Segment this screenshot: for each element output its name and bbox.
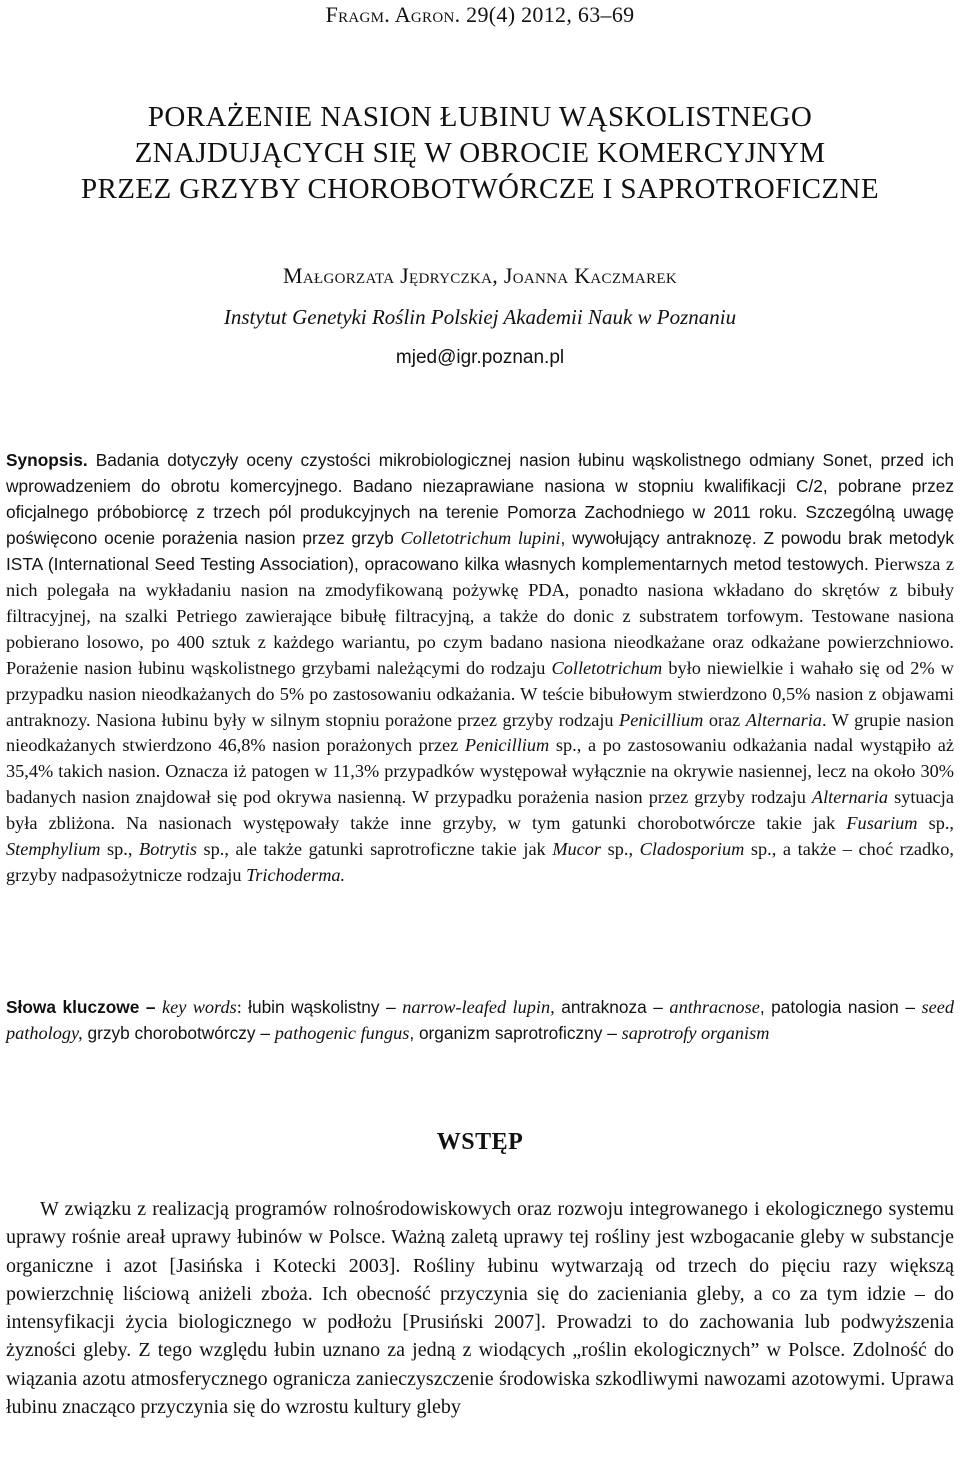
keywords-colon: : xyxy=(236,997,249,1017)
synopsis-label: Synopsis. xyxy=(6,450,88,470)
synopsis-text: sp., xyxy=(100,839,140,860)
keyword-en: saprotrofy organism xyxy=(621,1023,770,1043)
synopsis-text: było niewielkie i wahało się od 2% w przypadku nasion nieodkażanych do 5% po zastosowaniu odkażania. W teście bibułowym stwierdzono 0,5% nasion z objawami antraknozy. Nasiona łubinu były w silnym stopniu porażone przez grzyby rodzaju xyxy=(6,657,954,730)
genus-name: Colletotrichum xyxy=(551,657,663,678)
title-line: ZNAJDUJĄCYCH SIĘ W OBROCIE KOMERCYJNYM xyxy=(134,137,826,169)
genus-name: Stemphylium xyxy=(6,839,101,860)
introduction-body xyxy=(6,1195,954,1421)
keyword-en: pathogenic fungus xyxy=(274,1023,410,1043)
keyword-pl: , patologia nasion – xyxy=(759,997,922,1017)
genus-name: Alternaria xyxy=(745,709,822,730)
species-name: Colletotrichum lupini xyxy=(400,527,561,548)
synopsis-text: Porażenie nasion łubinu wąskolistnego grzybami należącymi do rodzaju xyxy=(6,657,552,678)
keyword-en: anthracnose xyxy=(669,997,760,1017)
synopsis-text: sp., xyxy=(917,813,954,834)
journal-citation: Fragm. Agron. 29(4) 2012, 63–69 xyxy=(325,2,635,27)
genus-name: Mucor xyxy=(552,839,602,860)
keyword-pl: antraknoza – xyxy=(554,997,670,1017)
authors: Małgorzata Jędryczka, Joanna Kaczmarek xyxy=(283,263,677,288)
genus-name: Penicillium xyxy=(619,709,704,730)
synopsis-text: . W grupie nasion nieodkażanych stwierdzono 46,8% nasion porażonych przez xyxy=(6,709,954,756)
synopsis-text: sp., a po zastosowaniu odkażania nadal wystąpiło aż 35,4% takich nasion. Oznacza iż patogen w 11,3% przypadków występował wyłącznie na okrywie nasiennej, lecz na około 30% badanych nasion znajdował się pod okrywa nasienną. W przypadku porażenia nasion przez grzyby rodzaju xyxy=(6,735,954,808)
synopsis-text: sytuacja była zbliżona. Na nasionach występowały także inne grzyby, w tym gatunki chorobotwórcze takie jak xyxy=(6,787,954,834)
section-heading-text: WSTĘP xyxy=(436,1129,524,1155)
keywords-label: Słowa kluczowe – xyxy=(6,997,163,1017)
genus-name: Penicillium xyxy=(464,735,550,756)
genus-name: Botrytis xyxy=(139,839,197,860)
article-title xyxy=(0,99,960,207)
section-heading xyxy=(0,1129,960,1156)
keyword-pl: , organizm saprotroficzny – xyxy=(409,1023,622,1043)
affiliation: Instytut Genetyki Roślin Polskiej Akademii Nauk w Poznaniu xyxy=(223,305,737,329)
synopsis-text: Badania dotyczyły oceny czystości mikrobiologicznej nasion łubinu wąskolistnego odmiany Sonet, przed ich wprowadzeniem do obrotu komercyjnego. Badano niezaprawiane nasiona w stopniu kwalifikacji C/2, pobrane przez oficjalnego próbobiorcę z trzech pól produkcyjnych na terenie Pomorza Zachodniego w 2011 roku. Szczególną uwagę poświęcono ocenie porażenia nasion przez grzyb xyxy=(6,450,954,548)
genus-name: Fusarium xyxy=(846,813,918,834)
genus-name: Alternaria xyxy=(811,787,889,808)
synopsis-text: oraz xyxy=(703,709,746,730)
synopsis-paragraph xyxy=(6,448,954,889)
synopsis-text: Pierwsza z nich polegała na wykładaniu nasion na zmodyfikowaną pożywkę PDA, ponadto nasiona wkładano do skrętów z bibuły filtracyjnej, na szalki Petriego zawierające bibułę filtracyjną, a także do donic z substratem torfowym. Testowane nasiona pobierano losowo, po 400 sztuk z każdego wariantu, po czym badano nasiona nieodkażane oraz odkażane powierzchniowo. xyxy=(6,553,955,652)
title-line: PORAŻENIE NASION ŁUBINU WĄSKOLISTNEGO xyxy=(147,101,813,133)
genus-name: Cladosporium xyxy=(639,839,745,860)
email-link[interactable]: mjed@igr.poznan.pl xyxy=(395,347,565,368)
intro-paragraph: W związku z realizacją programów rolnośrodowiskowych oraz rozwoju integrowanego i ekologicznego systemu uprawy rośnie areał uprawy łubinów w Polsce. Ważną zaletą uprawy tej rośliny jest wzbogacanie gleby w substancje organiczne i azot [Jasińska i Kotecki 2003]. Rośliny łubinu wytwarzają od trzech do pięciu razy większą powierzchnię liściową aniżeli zboża. Ich obecność przyczynia się do zacieniania gleby, a co za tym idzie – do intensyfikacji życia biologicznego w podłożu [Prusiński 2007]. Prowadzi to do zachowania lub podwyższenia żyzności gleby. Z tego względu łubin uznano za jedną z wiodących „roślin ekologicznych” w Polsce. Zdolność do wiązania azotu atmosferycznego ogranicza zanieczyszczenie środowiska szkodliwymi nawozami azotowymi. Uprawa łubinu znacząco przyczynia się do wzrostu kultury gleby xyxy=(6,1198,954,1419)
synopsis-text: , wywołujący antraknozę. Z powodu brak metodyk ISTA (International Seed Testing Association), opracowano kilka własnych komplementarnych metod testowych. xyxy=(6,527,955,574)
keywords-paragraph xyxy=(6,994,954,1046)
keyword-pl: łubin wąskolistny – xyxy=(248,997,403,1017)
title-line: PRZEZ GRZYBY CHOROBOTWÓRCZE I SAPROTROFICZNE xyxy=(81,173,879,205)
synopsis-text: sp., ale także gatunki saprotroficzne takie jak xyxy=(196,839,553,860)
synopsis-text: sp., a także – choć rzadko, grzyby nadpasożytnicze rodzaju xyxy=(6,839,954,886)
keywords-en-label: key words xyxy=(162,997,237,1017)
keyword-pl: grzyb chorobotwórczy – xyxy=(82,1023,275,1043)
keyword-en: seed pathology, xyxy=(6,997,954,1043)
synopsis-text: sp., xyxy=(601,839,640,860)
keyword-en: narrow-leafed lupin, xyxy=(402,997,555,1017)
genus-name: Trichoderma. xyxy=(246,865,346,886)
